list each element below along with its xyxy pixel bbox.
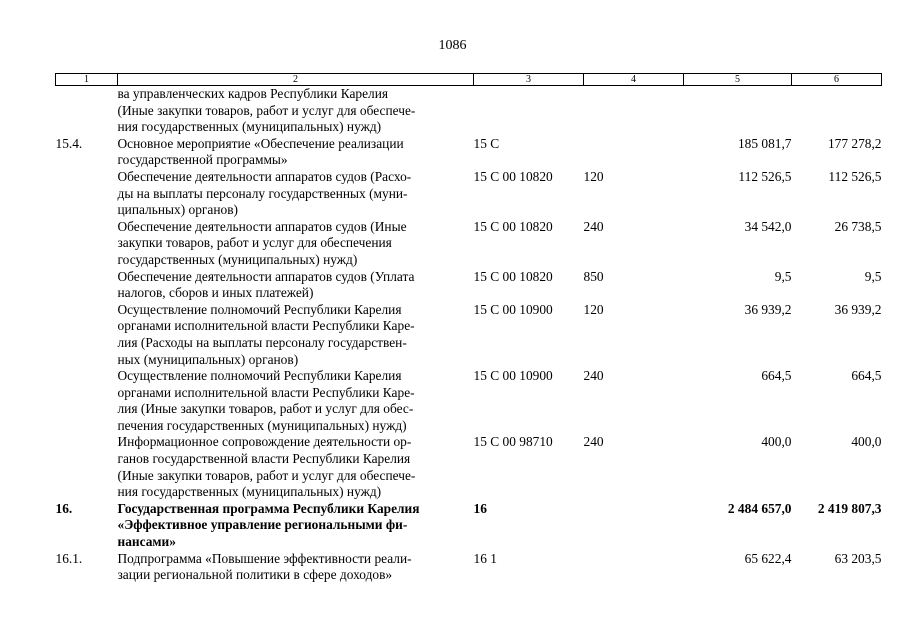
expense-type-code: 240 xyxy=(583,434,604,450)
table-row xyxy=(56,368,882,434)
row-description xyxy=(118,269,474,302)
amount-column-6: 664,5 xyxy=(851,368,882,384)
amount-column-6: 2 419 807,3 xyxy=(817,500,882,516)
row-number xyxy=(56,86,118,136)
description-line: печения государственных (муниципальных) нужд) xyxy=(117,417,407,433)
table-row xyxy=(56,551,882,584)
expense-type-code: 240 xyxy=(583,368,604,384)
description-line: Подпрограмма «Повышение эффективности реали- xyxy=(117,550,412,566)
amount-column-6: 26 738,5 xyxy=(834,218,882,234)
row-description xyxy=(118,302,474,368)
description-line: органами исполнительной власти Республики Каре- xyxy=(117,384,415,400)
row-number xyxy=(56,269,118,302)
amount-column-6: 177 278,2 xyxy=(827,135,882,151)
target-article-code: 15 С xyxy=(473,135,500,151)
amount-column-5: 2 484 657,0 xyxy=(727,500,792,516)
table-row xyxy=(56,219,882,269)
row-number xyxy=(56,368,118,434)
amount-column-6: 9,5 xyxy=(864,268,882,284)
description-line: ципальных) органов) xyxy=(117,202,238,218)
amount-column-6: 112 526,5 xyxy=(828,168,882,184)
description-line: Основное мероприятие «Обеспечение реализации xyxy=(117,135,404,151)
description-line: Обеспечение деятельности аппаратов судов (Расхо- xyxy=(117,168,412,184)
table-row xyxy=(56,269,882,302)
amount-column-5: 65 622,4 xyxy=(744,550,792,566)
row-description xyxy=(118,86,474,136)
description-line: Осуществление полномочий Республики Карелия xyxy=(117,368,402,384)
description-line: «Эффективное управление региональными фи- xyxy=(117,517,408,533)
expense-type-code: 850 xyxy=(583,268,604,284)
description-line: ния государственных (муниципальных) нужд) xyxy=(117,484,382,500)
target-article-code: 16 xyxy=(473,500,487,516)
amount-column-6: 63 203,5 xyxy=(834,550,882,566)
table-row xyxy=(56,86,882,136)
target-article-code: 15 С 00 10820 xyxy=(473,268,553,284)
page-number: 1086 xyxy=(438,38,467,53)
description-line: ния государственных (муниципальных) нужд) xyxy=(117,119,382,135)
amount-column-5: 9,5 xyxy=(774,268,792,284)
amount-column-5: 400,0 xyxy=(761,434,792,450)
amount-column-6: 400,0 xyxy=(851,434,882,450)
amount-column-5 xyxy=(684,86,792,136)
description-line: налогов, сборов и иных платежей) xyxy=(117,285,314,301)
description-line: Обеспечение деятельности аппаратов судов (Иные xyxy=(117,218,407,234)
target-article-code: 15 С 00 10900 xyxy=(473,368,553,384)
description-line: ных (муниципальных) органов) xyxy=(117,351,299,367)
row-number xyxy=(56,219,118,269)
target-article-code: 15 С 00 10820 xyxy=(473,168,553,184)
expense-type-code: 240 xyxy=(583,218,604,234)
description-line: ва управленческих кадров Республики Карелия xyxy=(117,86,389,101)
table-row xyxy=(56,434,882,500)
description-line: лия (Расходы на выплаты персоналу государствен- xyxy=(117,334,407,350)
row-number: 16. xyxy=(55,500,73,516)
column-header: 3 xyxy=(474,74,584,86)
amount-column-5: 34 542,0 xyxy=(744,218,792,234)
column-header: 4 xyxy=(584,74,684,86)
target-article-code: 15 С 00 98710 xyxy=(473,434,553,450)
description-line: Осуществление полномочий Республики Карелия xyxy=(117,301,402,317)
row-number xyxy=(56,302,118,368)
description-line: государственной программы» xyxy=(117,152,288,168)
row-number xyxy=(56,434,118,500)
amount-column-6 xyxy=(792,86,882,136)
table-row xyxy=(56,136,882,169)
description-line: ганов государственной власти Республики Карелия xyxy=(117,451,411,467)
row-description xyxy=(118,434,474,500)
column-header: 2 xyxy=(118,74,474,86)
table-row xyxy=(56,501,882,551)
description-line: нансами» xyxy=(117,534,176,550)
description-line: лия (Иные закупки товаров, работ и услуг для обес- xyxy=(117,401,414,417)
description-line: Государственная программа Республики Карелия xyxy=(117,500,420,516)
row-description xyxy=(118,551,474,584)
row-description xyxy=(118,136,474,169)
description-line: (Иные закупки товаров, работ и услуг для обеспече- xyxy=(117,467,416,483)
description-line: Информационное сопровождение деятельности ор- xyxy=(117,434,412,450)
column-header: 6 xyxy=(792,74,882,86)
row-number: 16.1. xyxy=(55,550,83,566)
target-article-code: 16 1 xyxy=(473,550,497,566)
description-line: органами исполнительной власти Республики Каре- xyxy=(117,318,415,334)
description-line: (Иные закупки товаров, работ и услуг для обеспече- xyxy=(117,102,416,118)
row-description xyxy=(118,368,474,434)
column-header: 5 xyxy=(684,74,792,86)
description-line: зации региональной политики в сфере доходов» xyxy=(117,567,393,583)
description-line: ды на выплаты персоналу государственных (муни- xyxy=(117,185,408,201)
amount-column-5: 185 081,7 xyxy=(737,135,792,151)
expense-type-code xyxy=(584,551,684,584)
expense-type-code xyxy=(584,136,684,169)
expense-type-code: 120 xyxy=(583,301,604,317)
column-number-header xyxy=(56,74,882,86)
target-article-code: 15 С 00 10820 xyxy=(473,218,553,234)
description-line: Обеспечение деятельности аппаратов судов (Уплата xyxy=(117,268,415,284)
target-article-code: 15 С 00 10900 xyxy=(473,301,553,317)
expense-type-code xyxy=(584,86,684,136)
row-number xyxy=(56,169,118,219)
description-line: закупки товаров, работ и услуг для обеспечения xyxy=(117,235,392,251)
row-description xyxy=(118,219,474,269)
amount-column-6: 36 939,2 xyxy=(834,301,882,317)
budget-table xyxy=(55,73,882,584)
description-line: государственных (муниципальных) нужд) xyxy=(117,251,358,267)
target-article-code xyxy=(474,86,584,136)
amount-column-5: 112 526,5 xyxy=(738,168,792,184)
amount-column-5: 36 939,2 xyxy=(744,301,792,317)
row-number: 15.4. xyxy=(55,135,83,151)
expense-type-code: 120 xyxy=(583,168,604,184)
table-row xyxy=(56,169,882,219)
table-body xyxy=(56,86,882,584)
row-description xyxy=(118,169,474,219)
expense-type-code xyxy=(584,501,684,551)
row-description xyxy=(118,501,474,551)
column-header: 1 xyxy=(56,74,118,86)
amount-column-5: 664,5 xyxy=(761,368,792,384)
table-row xyxy=(56,302,882,368)
